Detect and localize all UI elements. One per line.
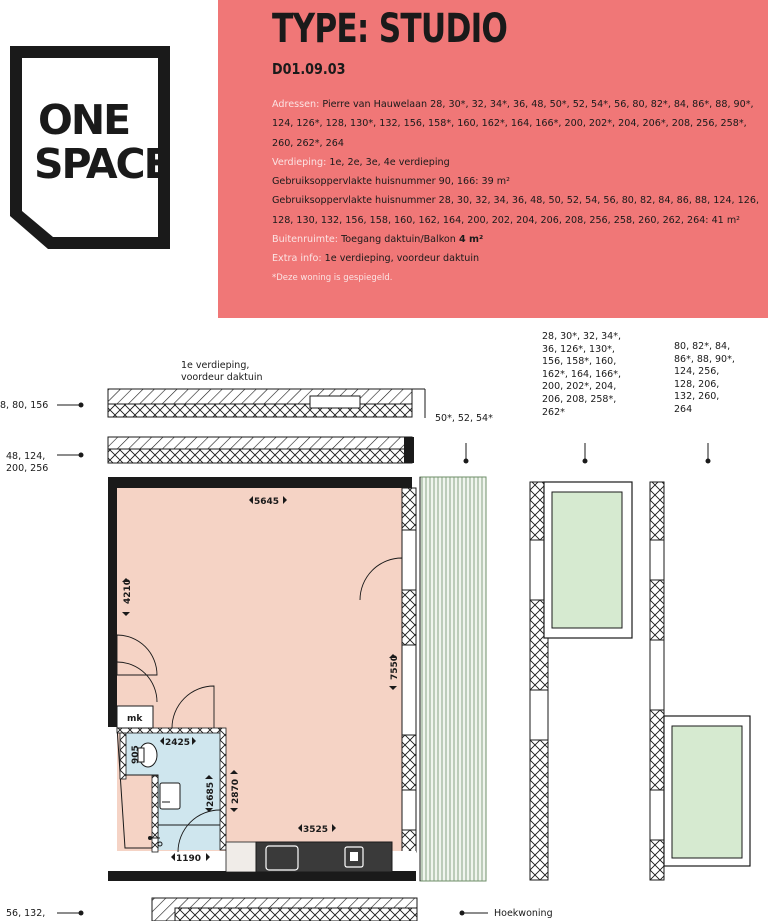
mk-label: mk bbox=[127, 714, 143, 724]
adressen-value: Pierre van Hauwelaan 28, 30*, 32, 34*, 36, 48, 50*, 52, 54*, 56, 80, 82*, 84, 86*, 88, 90*, 124, 126*, 128, 130*, 132, 156, 158*, 160, 162*, 164, 166*, 200, 202*, 204, 206*, 208, 256, 258*, 260, 262*, 264 bbox=[272, 99, 754, 149]
col3-line-5: 132, 260, bbox=[674, 391, 720, 403]
opp2-label: Gebruiksoppervlakte huisnummer 28, 30, 32, 34, 36, 48, 50, 52, 54, 56, 80, 82, 84, 86, 88, 124, 126, 128, 130, 132, 156, 158, 160, 162, 164, 200, 202, 204, 206, 208, 256, 258, 260, 262, 264: bbox=[272, 195, 760, 226]
extra-label: Extra info: bbox=[272, 253, 325, 265]
left-label-2b: 200, 256 bbox=[6, 463, 49, 474]
top-note-line-2: voordeur daktuin bbox=[181, 372, 263, 383]
info-adressen bbox=[272, 95, 762, 153]
opp2-value: 41 m² bbox=[711, 214, 741, 226]
opp1-label: Gebruiksoppervlakte huisnummer 90, 166: bbox=[272, 176, 482, 188]
logo-line-2: SPACE bbox=[34, 140, 170, 188]
info-oppervlakte-1 bbox=[272, 172, 762, 191]
dim-7550: 7550 bbox=[390, 654, 400, 680]
info-oppervlakte-2 bbox=[272, 191, 762, 230]
dim-905: 905 bbox=[131, 745, 141, 764]
buiten-area: 4 m² bbox=[458, 234, 484, 246]
col2-line-4: 162*, 164, 166*, bbox=[542, 368, 621, 380]
buiten-label: Buitenruimte: bbox=[272, 234, 342, 246]
col3-line-4: 128, 206, bbox=[674, 378, 720, 390]
sink bbox=[160, 783, 180, 809]
mirror-note: *Deze woning is gespiegeld. bbox=[272, 272, 393, 283]
info-buitenruimte bbox=[272, 230, 762, 249]
dim-2425: 2425 bbox=[165, 738, 191, 748]
variant-3-balcony bbox=[672, 726, 742, 858]
extra-value: 1e verdieping, voordeur daktuin bbox=[324, 253, 480, 265]
col3-line-6: 264 bbox=[674, 403, 693, 415]
hoekwoning-label: Hoekwoning bbox=[494, 908, 553, 919]
dim-5645: 5645 bbox=[254, 497, 280, 507]
left-label-1: 8, 80, 156 bbox=[0, 400, 49, 411]
col2-line-5: 200, 202*, 204, bbox=[542, 381, 617, 393]
one-space-logo bbox=[10, 46, 170, 249]
info-verdieping bbox=[272, 153, 762, 172]
buiten-value: Toegang daktuin/Balkon bbox=[341, 234, 459, 246]
logo-line-1: ONE bbox=[38, 96, 130, 144]
opp1-value: 39 m² bbox=[481, 176, 510, 188]
left-label-2a: 48, 124, bbox=[6, 451, 46, 462]
info-panel bbox=[218, 0, 768, 318]
balcony-strip bbox=[420, 477, 486, 881]
top-note-line-1: 1e verdieping, bbox=[181, 360, 250, 371]
adressen-label: Adressen: bbox=[272, 99, 323, 110]
dim-2870: 2870 bbox=[231, 778, 241, 804]
col2-line-1: 28, 30*, 32, 34*, bbox=[542, 331, 621, 342]
dim-1190: 1190 bbox=[176, 854, 202, 864]
dim-3525: 3525 bbox=[303, 825, 329, 835]
floor-plan bbox=[0, 318, 768, 921]
info-extra bbox=[272, 249, 762, 268]
page-title: TYPE: STUDIO bbox=[272, 6, 508, 52]
mid-label: 50*, 52, 54* bbox=[435, 413, 493, 424]
col2-line-2: 36, 126*, 130*, bbox=[542, 343, 615, 355]
col2-line-3: 156, 158*, 160, bbox=[542, 356, 617, 368]
variant-2-balcony bbox=[552, 492, 622, 628]
dim-4210: 4210 bbox=[123, 578, 133, 604]
type-code: D01.09.03 bbox=[272, 60, 346, 78]
col3-line-1: 80, 82*, 84, bbox=[674, 341, 731, 352]
left-label-3: 56, 132, bbox=[6, 908, 46, 919]
col3-line-3: 124, 256, bbox=[674, 366, 720, 378]
kitchen-counter bbox=[226, 842, 256, 872]
col2-line-6: 206, 208, 258*, bbox=[542, 393, 617, 405]
col3-line-2: 86*, 88, 90*, bbox=[674, 353, 735, 365]
col2-line-7: 262* bbox=[542, 406, 565, 418]
verdieping-label: Verdieping: bbox=[272, 156, 330, 168]
verdieping-value: 1e, 2e, 3e, 4e verdieping bbox=[329, 156, 450, 168]
info-list bbox=[272, 95, 762, 288]
dim-2685: 2685 bbox=[206, 781, 216, 807]
